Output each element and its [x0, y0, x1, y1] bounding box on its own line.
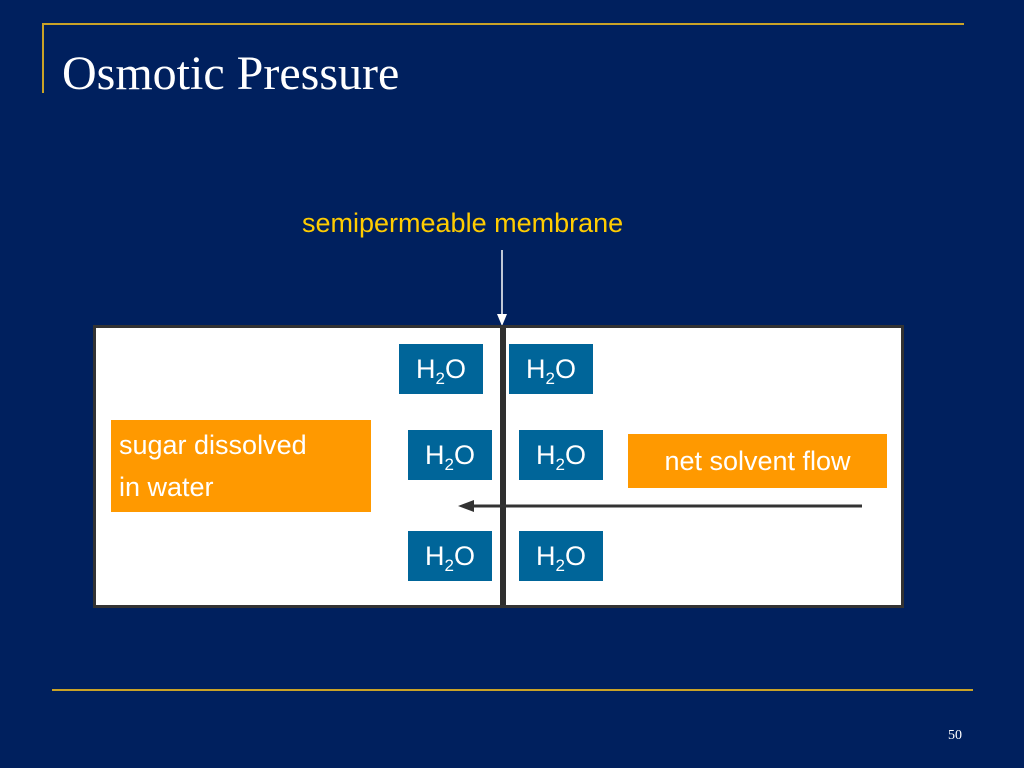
- slide-title: Osmotic Pressure: [62, 47, 400, 100]
- water-molecule: $H_2O$: [408, 430, 492, 480]
- membrane-label: semipermeable membrane: [302, 208, 624, 238]
- water-molecule: $H_2O$: [408, 531, 492, 581]
- sugar-solution-note: [111, 420, 371, 512]
- footer-line: [52, 689, 973, 691]
- sugar-note-line: sugar dissolved: [119, 430, 307, 460]
- water-molecule: $H_2O$: [399, 344, 483, 394]
- water-molecule: $H_2O$: [509, 344, 593, 394]
- water-molecule: $H_2O$: [519, 531, 603, 581]
- water-molecule: $H_2O$: [519, 430, 603, 480]
- page-number: 50: [948, 728, 962, 743]
- diagram-panel: [93, 325, 904, 608]
- net-solvent-flow-note: net solvent flow: [628, 434, 887, 488]
- sugar-note-line: in water: [119, 472, 214, 502]
